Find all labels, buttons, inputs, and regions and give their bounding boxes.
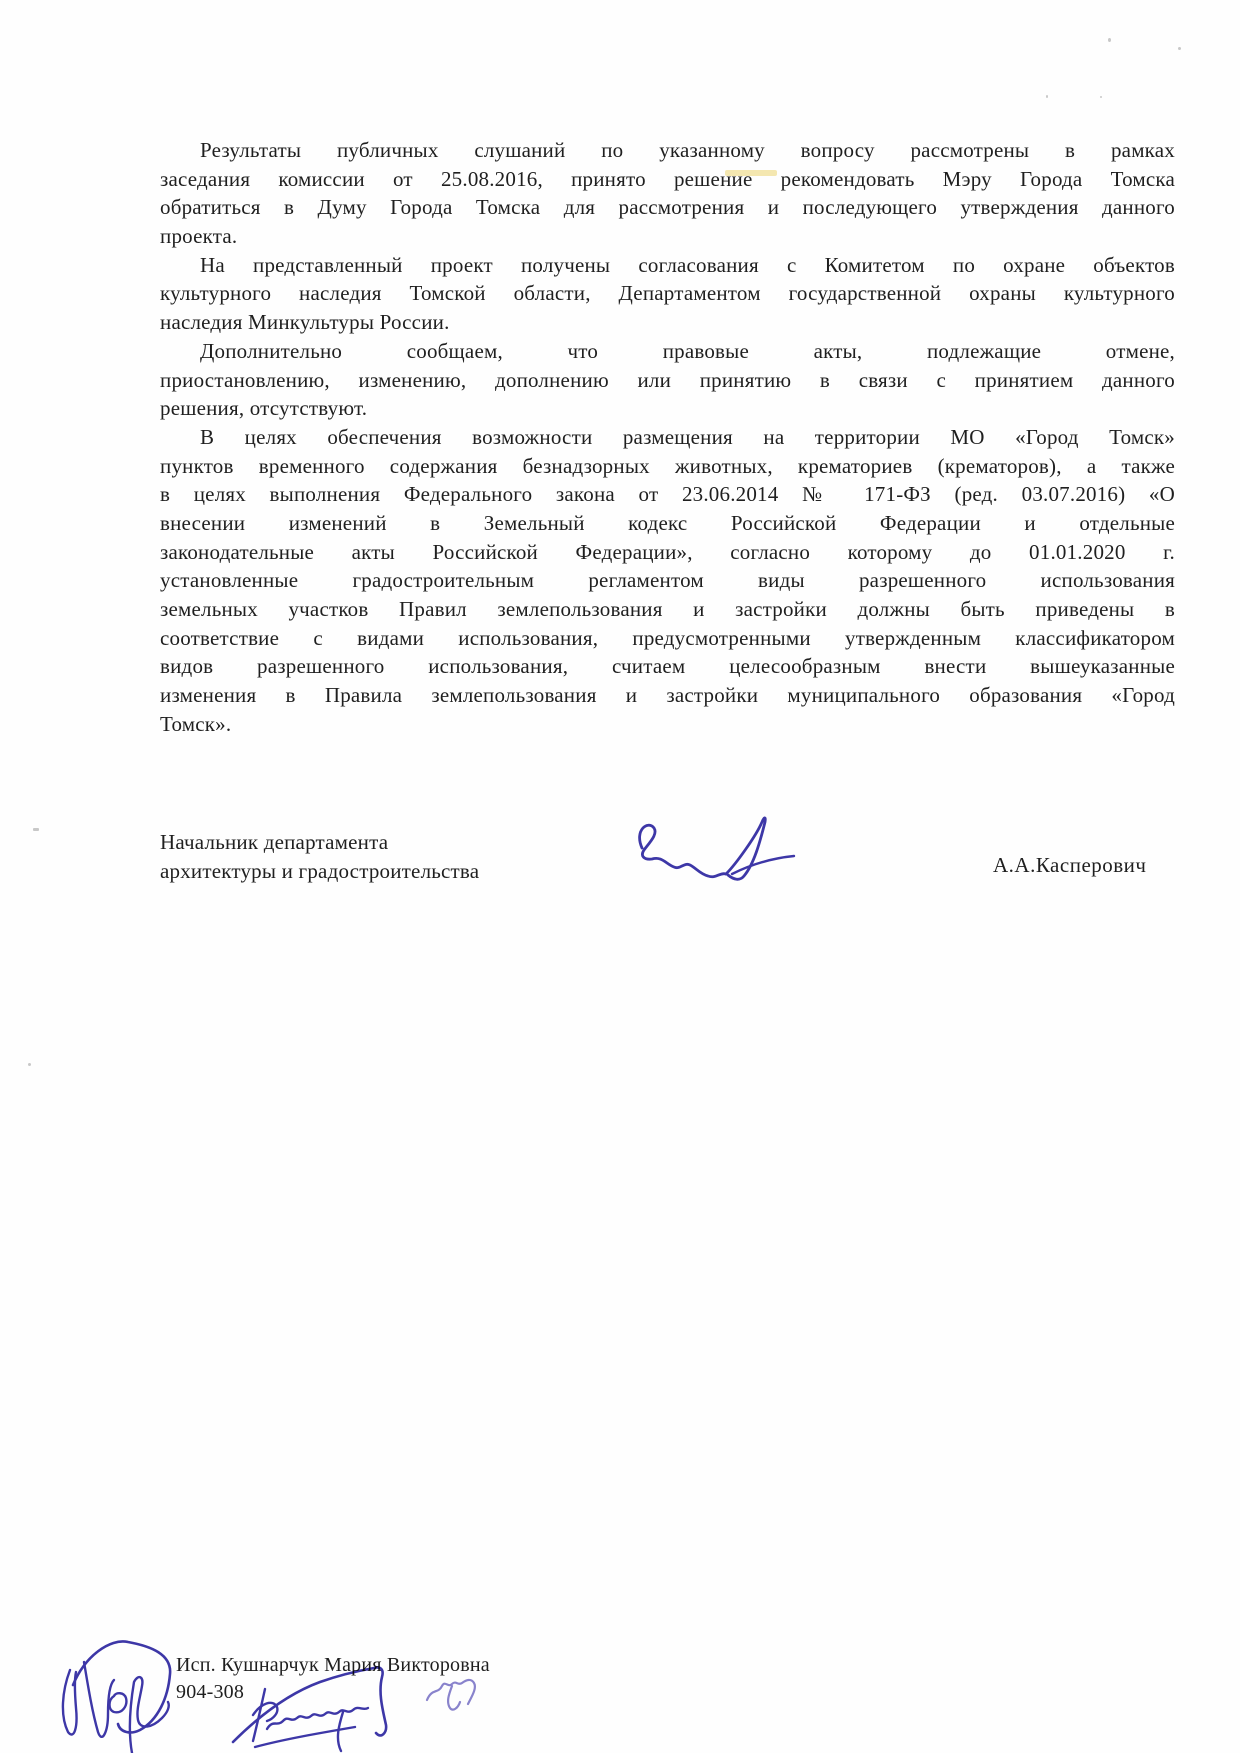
paragraph-line: наследия Минкультуры России.: [160, 310, 450, 335]
footer-handwritten-signature-executor: [225, 1663, 400, 1753]
paragraph-line: видов разрешенного использования, считаем целесообразным внести вышеуказанные: [160, 654, 1175, 679]
scan-speck: [1108, 38, 1111, 42]
paragraph-line: в целях выполнения Федерального закона от 23.06.2014 № 171-ФЗ (ред. 03.07.2016) «О: [160, 482, 1175, 507]
footer-handwritten-signature-flourish: [50, 1636, 175, 1753]
paragraph-line: заседания комиссии от 25.08.2016, принято решение рекомендовать Мэру Города Томска: [160, 166, 1175, 191]
paragraph-line: законодательные акты Российской Федерации», согласно которому до 01.01.2020 г.: [160, 539, 1175, 564]
paragraph-line: пунктов временного содержания безнадзорных животных, крематориев (крематоров), а также: [160, 453, 1175, 478]
paragraph-line: земельных участков Правил землепользования и застройки должны быть приведены в: [160, 597, 1175, 621]
paragraph: [160, 136, 1175, 251]
paragraph-line: Результаты публичных слушаний по указанному вопросу рассмотрены в рамках: [200, 138, 1175, 162]
scan-speck: [33, 828, 39, 831]
paragraph-line: внесении изменений в Земельный кодекс Российской Федерации и отдельные: [160, 510, 1175, 535]
signer-position-line-1: Начальник департамента: [160, 830, 389, 854]
paragraph: [160, 423, 1175, 739]
paragraph-line: Томск».: [160, 711, 232, 736]
paragraph-line: решения, отсутствуют.: [160, 396, 368, 421]
paragraph: [160, 337, 1175, 423]
signer-position: [160, 828, 479, 885]
paragraph-line: обратиться в Думу Города Томска для рассмотрения и последующего утверждения данного: [160, 195, 1175, 220]
paragraph: [160, 251, 1175, 337]
paragraph-line: установленные градостроительным регламентом виды разрешенного использования: [160, 568, 1175, 593]
scan-speck: [28, 1063, 31, 1066]
paragraph-line: проекта.: [160, 224, 238, 249]
executor-phone: 904-308: [176, 1681, 245, 1703]
scan-speck: [1178, 47, 1181, 50]
scan-artifact-highlight: [725, 170, 777, 176]
letter-body: [160, 136, 1175, 738]
paragraph-line: Дополнительно сообщаем, что правовые акты, подлежащие отмене,: [200, 338, 1175, 363]
scan-speck: [1100, 96, 1102, 98]
scan-speck: [1046, 95, 1048, 98]
executor-name: Исп. Кушнарчук Мария Викторовна: [176, 1654, 490, 1676]
footer-handwritten-initials: [424, 1674, 486, 1714]
paragraph-line: В целях обеспечения возможности размещения на территории МО «Город Томск»: [200, 424, 1175, 449]
paragraph-line: изменения в Правила землепользования и застройки муниципального образования «Город: [160, 683, 1175, 708]
paragraph-line: соответствие с видами использования, предусмотренными утвержденным классификатором: [160, 625, 1175, 650]
signer-position-line-2: архитектуры и градостроительства: [160, 858, 480, 883]
signer-name: А.А.Касперович: [993, 853, 1147, 877]
director-handwritten-signature: [632, 812, 800, 890]
paragraph-line: культурного наследия Томской области, Департаментом государственной охраны культурного: [160, 281, 1175, 306]
paragraph-line: На представленный проект получены согласования с Комитетом по охране объектов: [200, 252, 1175, 277]
paragraph-line: приостановлению, изменению, дополнению или принятию в связи с принятием данного: [160, 367, 1175, 392]
